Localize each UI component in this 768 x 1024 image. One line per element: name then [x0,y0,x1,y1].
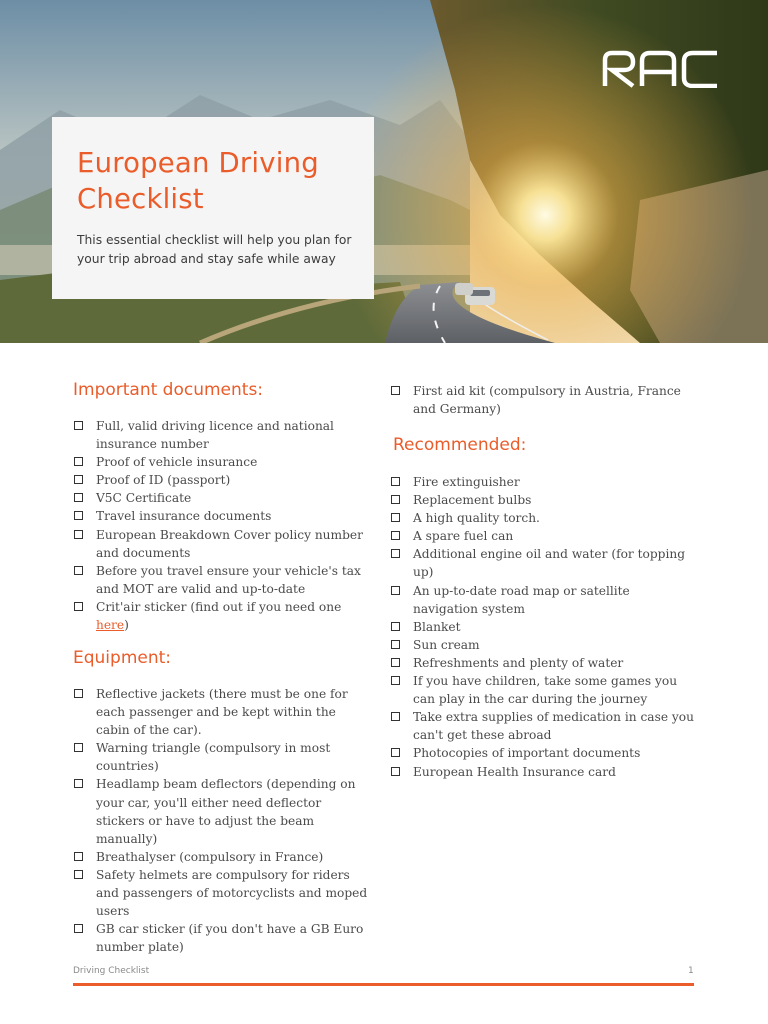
list-item: Photocopies of important documents [390,744,698,762]
list-item: Safety helmets are compulsory for riders and passengers of motorcyclists and moped users [73,866,373,920]
checkbox-icon[interactable] [74,689,83,698]
list-item: Proof of ID (passport) [73,471,373,489]
list-item: Headlamp beam deflectors (depending on your car, you'll either need deflector stickers or have to adjust the beam manually) [73,775,373,847]
title-card [52,117,374,299]
checkbox-icon[interactable] [74,530,83,539]
checkbox-icon[interactable] [391,477,400,486]
footer-label: Driving Checklist [73,966,150,976]
checkbox-icon[interactable] [391,676,400,685]
list-recommended [390,473,698,781]
checkbox-icon[interactable] [74,924,83,933]
checkbox-icon[interactable] [391,531,400,540]
checkbox-icon[interactable] [74,852,83,861]
page-title: European Driving Checklist [77,147,319,215]
checkbox-icon[interactable] [74,566,83,575]
rac-logo[interactable] [602,50,720,88]
list-item: Travel insurance documents [73,507,373,525]
heading-important-documents: Important documents: [73,380,264,400]
checkbox-icon[interactable] [74,457,83,466]
list-item: European Health Insurance card [390,763,698,781]
checkbox-icon[interactable] [74,870,83,879]
checkbox-icon[interactable] [74,779,83,788]
list-item: If you have children, take some games you can play in the car during the journey [390,672,698,708]
list-item: Proof of vehicle insurance [73,453,373,471]
footer-divider [73,983,694,986]
checkbox-icon[interactable] [391,767,400,776]
list-item: An up-to-date road map or satellite navigation system [390,582,698,618]
checkbox-icon[interactable] [391,586,400,595]
list-item: A spare fuel can [390,527,698,545]
list-item: Fire extinguisher [390,473,698,491]
list-equipment [73,685,373,956]
list-item: Sun cream [390,636,698,654]
list-item: Reflective jackets (there must be one for each passenger and be kept within the cabin of the car). [73,685,373,739]
list-important-documents [73,417,373,634]
checkbox-icon[interactable] [391,640,400,649]
list-item: Replacement bulbs [390,491,698,509]
list-item: European Breakdown Cover policy number and documents [73,526,373,562]
checkbox-icon[interactable] [391,622,400,631]
list-item: First aid kit (compulsory in Austria, France and Germany) [390,382,695,418]
list-item: Full, valid driving licence and national insurance number [73,417,373,453]
list-first-aid [390,382,695,418]
checkbox-icon[interactable] [74,602,83,611]
checkbox-icon[interactable] [74,421,83,430]
page-subtitle: This essential checklist will help you plan for your trip abroad and stay safe while away [77,233,352,266]
checkbox-icon[interactable] [391,495,400,504]
list-item: Additional engine oil and water (for topping up) [390,545,698,581]
list-item: Blanket [390,618,698,636]
checkbox-icon[interactable] [391,658,400,667]
critair-link[interactable]: here [96,618,125,633]
list-item: Before you travel ensure your vehicle's tax and MOT are valid and up-to-date [73,562,373,598]
checkbox-icon[interactable] [74,511,83,520]
checkbox-icon[interactable] [391,549,400,558]
list-item-critair: Crit'air sticker (find out if you need one here) [73,598,373,634]
heading-equipment: Equipment: [73,648,172,668]
checkbox-icon[interactable] [391,513,400,522]
checkbox-icon[interactable] [74,475,83,484]
list-item: Warning triangle (compulsory in most countries) [73,739,373,775]
checkbox-icon[interactable] [391,386,400,395]
list-item: A high quality torch. [390,509,698,527]
list-item: Breathalyser (compulsory in France) [73,848,373,866]
page-number: 1 [688,966,694,976]
heading-recommended: Recommended: [393,435,527,455]
checkbox-icon[interactable] [74,493,83,502]
checkbox-icon[interactable] [74,743,83,752]
list-item: Take extra supplies of medication in case you can't get these abroad [390,708,698,744]
list-item: V5C Certificate [73,489,373,507]
checkbox-icon[interactable] [391,712,400,721]
list-item: GB car sticker (if you don't have a GB Euro number plate) [73,920,373,956]
list-item: Refreshments and plenty of water [390,654,698,672]
checkbox-icon[interactable] [391,748,400,757]
